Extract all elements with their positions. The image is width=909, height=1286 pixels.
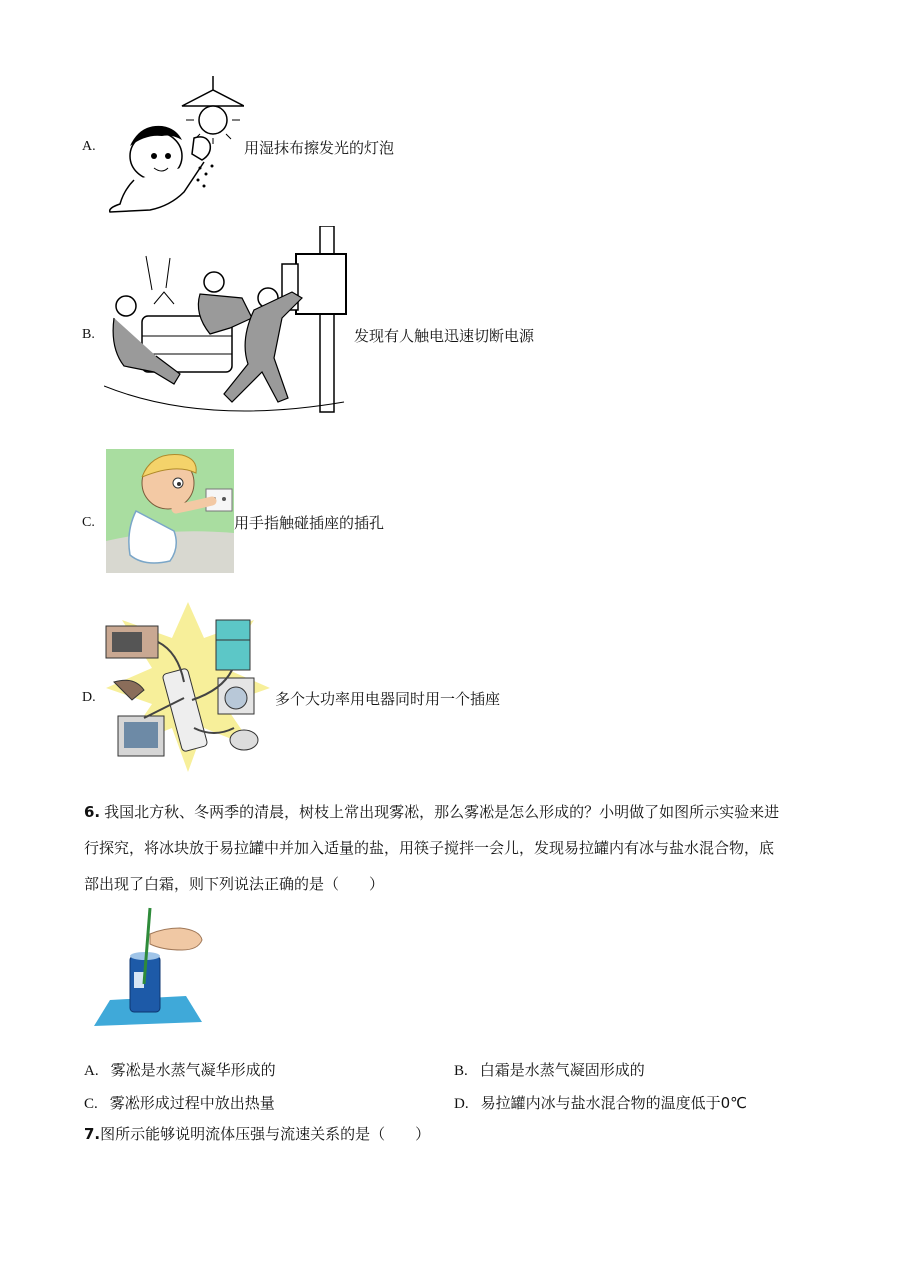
choice-6a[interactable]: [84, 1059, 276, 1080]
choice-6c-text: 雾凇形成过程中放出热量: [109, 1094, 275, 1112]
option-c-illustration: [106, 449, 234, 573]
option-b-illustration: [104, 226, 354, 418]
option-a-letter: A.: [82, 139, 96, 154]
question-6-stem: [84, 794, 834, 902]
option-c-text: 用手指触碰插座的插孔: [234, 514, 385, 532]
choice-6d[interactable]: [454, 1092, 747, 1113]
option-a-illustration: [104, 76, 244, 214]
question-6-photo: [90, 904, 204, 1028]
option-b-text: 发现有人触电迅速切断电源: [354, 327, 535, 345]
question-6-line-2: 行探究，将冰块放于易拉罐中并加入适量的盐，用筷子搅拌一会儿，发现易拉罐内有冰与盐水混合物，底: [84, 839, 775, 857]
choice-6b[interactable]: [454, 1059, 645, 1080]
question-6-number: 6.: [84, 803, 101, 821]
choice-6b-letter: B.: [454, 1063, 468, 1079]
choice-6b-text: 白霜是水蒸气凝固形成的: [479, 1061, 645, 1079]
choice-6c[interactable]: [84, 1092, 275, 1113]
choice-6d-text: 易拉罐内冰与盐水混合物的温度低于0℃: [480, 1094, 747, 1112]
option-d-illustration: [104, 598, 272, 774]
option-c-letter: C.: [82, 515, 95, 530]
question-7-number: 7.: [84, 1125, 101, 1143]
option-b-letter: B.: [82, 327, 95, 342]
choice-6a-text: 雾凇是水蒸气凝华形成的: [110, 1061, 276, 1079]
choice-6d-letter: D.: [454, 1096, 469, 1112]
option-d-text: 多个大功率用电器同时用一个插座: [275, 690, 501, 708]
question-6-line-3: 部出现了白霜，则下列说法正确的是（ ）: [84, 875, 385, 893]
option-a-text: 用湿抹布擦发光的灯泡: [244, 139, 395, 157]
option-d-letter: D.: [82, 690, 96, 705]
question-7-stem: [84, 1116, 834, 1152]
choice-6c-letter: C.: [84, 1096, 98, 1112]
question-7-text: 图所示能够说明流体压强与流速关系的是（ ）: [100, 1125, 431, 1143]
choice-6a-letter: A.: [84, 1063, 99, 1079]
question-6-line-1: 6. 我国北方秋、冬两季的清晨，树枝上常出现雾凇，那么雾凇是怎么形成的？小明做了如图所示实验来进: [84, 803, 780, 821]
